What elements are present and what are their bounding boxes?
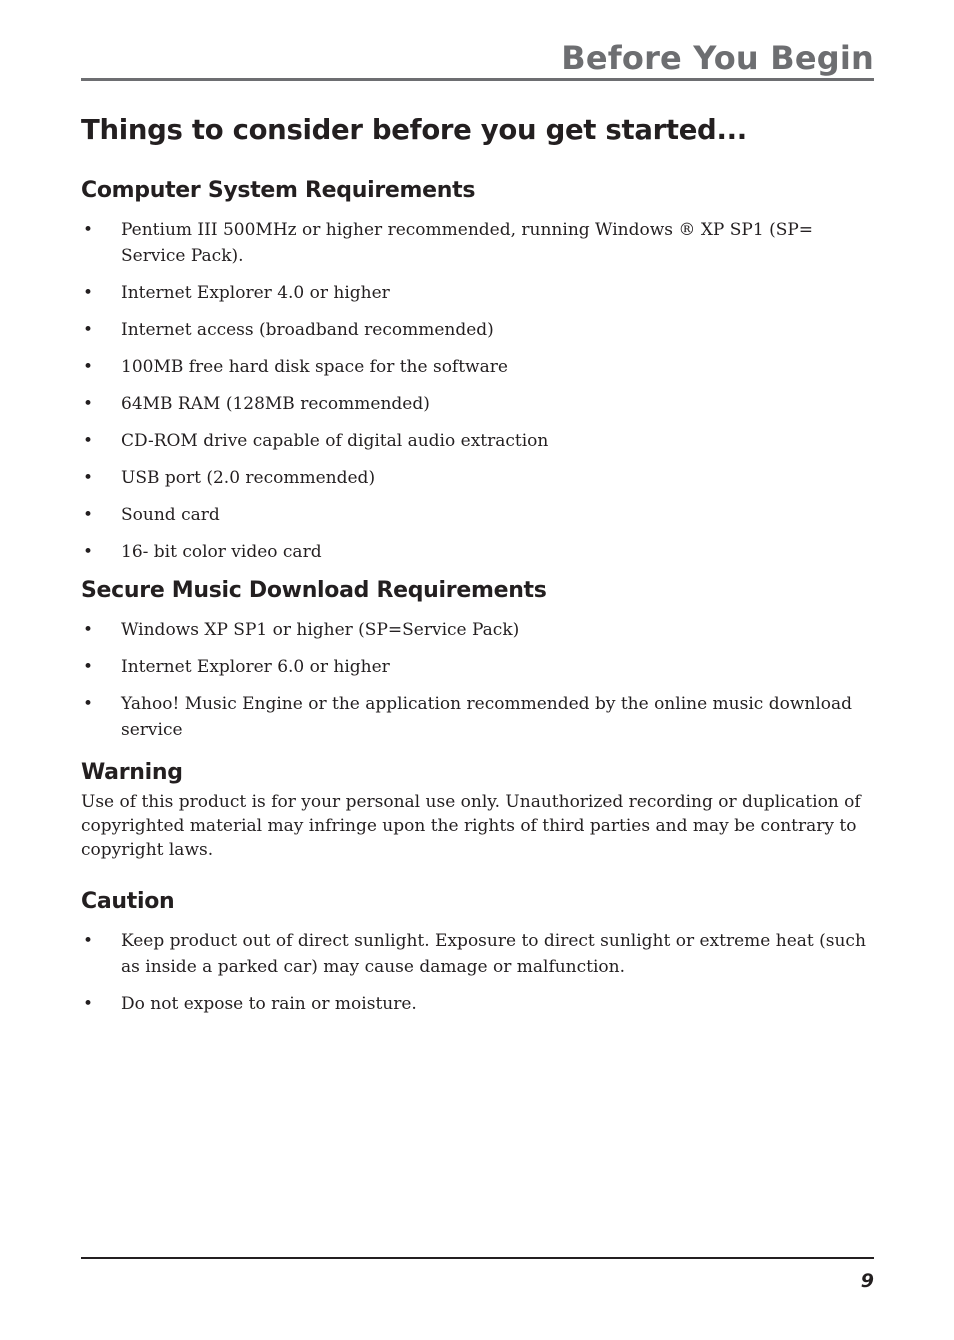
- secure-music-download-list: [81, 617, 874, 743]
- warning-text: Use of this product is for your personal use only. Unauthorized recording or duplication of copyrighted material may infringe upon the rights of third parties and may be contrary to copyright laws.: [81, 792, 861, 860]
- list-item: • Internet Explorer 6.0 or higher: [81, 654, 874, 680]
- list-item: • Do not expose to rain or moisture.: [81, 991, 874, 1017]
- caution-list: [81, 928, 874, 1017]
- page-title: Things to consider before you get started...: [81, 114, 747, 146]
- footer-rule: [81, 1257, 874, 1259]
- list-item: • Windows XP SP1 or higher (SP=Service Pack): [81, 617, 874, 643]
- secure-music-download-heading: Secure Music Download Requirements: [81, 578, 547, 603]
- caution-section: [81, 887, 874, 1017]
- list-item: • Sound card: [81, 502, 874, 528]
- list-item: • CD-ROM drive capable of digital audio extraction: [81, 428, 874, 454]
- warning-heading: Warning: [81, 760, 183, 785]
- list-item: • 64MB RAM (128MB recommended): [81, 391, 874, 417]
- list-item: • USB port (2.0 recommended): [81, 465, 874, 491]
- running-header: [81, 38, 874, 81]
- page-content: [81, 112, 874, 1017]
- computer-system-requirements-list: [81, 217, 874, 565]
- warning-section: [81, 758, 874, 862]
- list-item: • Yahoo! Music Engine or the application recommended by the online music download service: [81, 691, 874, 743]
- section-header-title: Before You Begin: [561, 39, 874, 77]
- list-item: • Internet access (broadband recommended): [81, 317, 874, 343]
- list-item: • Internet Explorer 4.0 or higher: [81, 280, 874, 306]
- page-number: 9: [860, 1270, 874, 1292]
- manual-page: [81, 0, 874, 1340]
- computer-system-requirements-section: [81, 176, 874, 565]
- list-item: • Pentium III 500MHz or higher recommended, running Windows ® XP SP1 (SP= Service Pack).: [81, 217, 874, 269]
- list-item: • 16- bit color video card: [81, 539, 874, 565]
- list-item: • 100MB free hard disk space for the software: [81, 354, 874, 380]
- computer-system-requirements-heading: Computer System Requirements: [81, 178, 476, 203]
- caution-heading: Caution: [81, 889, 175, 914]
- list-item: • Keep product out of direct sunlight. Exposure to direct sunlight or extreme heat (such as inside a parked car) may cause damage or malfunction.: [81, 928, 874, 980]
- secure-music-download-section: [81, 576, 874, 743]
